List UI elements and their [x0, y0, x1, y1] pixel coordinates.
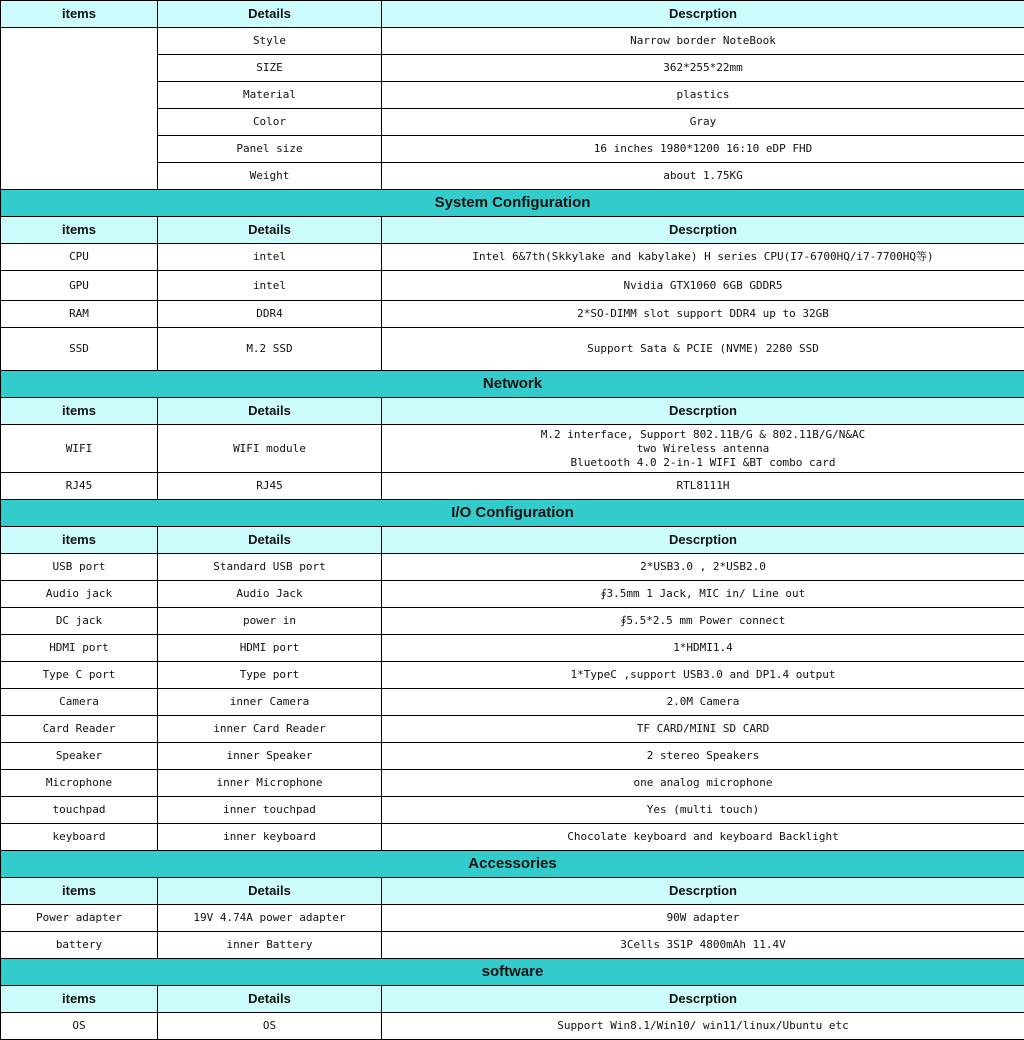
row-details: Panel size — [158, 136, 382, 163]
header-description: Descrption — [382, 986, 1024, 1013]
section-title: I/O Configuration — [1, 500, 1024, 527]
table-row — [1, 635, 1024, 662]
row-item: Speaker — [1, 743, 158, 770]
row-details: RJ45 — [158, 473, 382, 500]
table-row — [1, 716, 1024, 743]
row-item: OS — [1, 1013, 158, 1040]
table-row — [1, 244, 1024, 271]
section-network — [1, 371, 1024, 398]
row-details: inner keyboard — [158, 824, 382, 851]
section-title: Accessories — [1, 851, 1024, 878]
header-description: Descrption — [382, 878, 1024, 905]
row-details: intel — [158, 244, 382, 271]
row-description: 90W adapter — [382, 905, 1024, 932]
header-details: Details — [158, 878, 382, 905]
row-details: Color — [158, 109, 382, 136]
table-row — [1, 824, 1024, 851]
table-row — [1, 473, 1024, 500]
row-item: SSD — [1, 328, 158, 371]
row-description: 3Cells 3S1P 4800mAh 11.4V — [382, 932, 1024, 959]
header-description: Descrption — [382, 1, 1024, 28]
row-description: plastics — [382, 82, 1024, 109]
row-details: inner touchpad — [158, 797, 382, 824]
table-row — [1, 689, 1024, 716]
row-details: inner Microphone — [158, 770, 382, 797]
row-details: inner Speaker — [158, 743, 382, 770]
row-item: HDMI port — [1, 635, 158, 662]
row-description: 16 inches 1980*1200 16:10 eDP FHD — [382, 136, 1024, 163]
row-item: RAM — [1, 301, 158, 328]
row-item: Type C port — [1, 662, 158, 689]
row-item: battery — [1, 932, 158, 959]
row-description: 1*TypeC ,support USB3.0 and DP1.4 output — [382, 662, 1024, 689]
row-details: power in — [158, 608, 382, 635]
row-description: one analog microphone — [382, 770, 1024, 797]
header-details: Details — [158, 398, 382, 425]
row-description: Narrow border NoteBook — [382, 28, 1024, 55]
row-details: Style — [158, 28, 382, 55]
row-details: Weight — [158, 163, 382, 190]
description-line: Bluetooth 4.0 2-in-1 WIFI &BT combo card — [386, 456, 1020, 470]
row-item: Camera — [1, 689, 158, 716]
section-system — [1, 190, 1024, 217]
row-details: Type port — [158, 662, 382, 689]
table-header-row — [1, 1, 1024, 28]
row-details: intel — [158, 271, 382, 301]
table-row — [1, 770, 1024, 797]
row-details: inner Battery — [158, 932, 382, 959]
table-header-row — [1, 878, 1024, 905]
row-description: ∮3.5mm 1 Jack, MIC in/ Line out — [382, 581, 1024, 608]
row-item: Audio jack — [1, 581, 158, 608]
row-details: WIFI module — [158, 425, 382, 473]
description-line: M.2 interface, Support 802.11B/G & 802.11B/G/N&AC — [386, 428, 1020, 442]
row-details: Material — [158, 82, 382, 109]
row-description: Intel 6&7th(Skkylake and kabylake) H series CPU(I7-6700HQ/i7-7700HQ等) — [382, 244, 1024, 271]
table-row — [1, 932, 1024, 959]
row-description: 1*HDMI1.4 — [382, 635, 1024, 662]
header-details: Details — [158, 1, 382, 28]
row-details: SIZE — [158, 55, 382, 82]
row-details: 19V 4.74A power adapter — [158, 905, 382, 932]
row-item: Microphone — [1, 770, 158, 797]
header-description: Descrption — [382, 527, 1024, 554]
row-description: Gray — [382, 109, 1024, 136]
section-software — [1, 959, 1024, 986]
table-row — [1, 743, 1024, 770]
row-details: HDMI port — [158, 635, 382, 662]
header-items: items — [1, 1, 158, 28]
section-title: Network — [1, 371, 1024, 398]
table-row — [1, 797, 1024, 824]
row-item: RJ45 — [1, 473, 158, 500]
header-items: items — [1, 527, 158, 554]
header-items: items — [1, 986, 158, 1013]
row-description: ∮5.5*2.5 mm Power connect — [382, 608, 1024, 635]
row-description: RTL8111H — [382, 473, 1024, 500]
table-row — [1, 1013, 1024, 1040]
section-io — [1, 500, 1024, 527]
header-items: items — [1, 398, 158, 425]
row-item: WIFI — [1, 425, 158, 473]
row-details: Audio Jack — [158, 581, 382, 608]
table-row — [1, 328, 1024, 371]
row-description: Yes (multi touch) — [382, 797, 1024, 824]
header-details: Details — [158, 527, 382, 554]
general-items-cell — [1, 28, 158, 190]
row-description: Support Sata & PCIE (NVME) 2280 SSD — [382, 328, 1024, 371]
row-description: 2 stereo Speakers — [382, 743, 1024, 770]
table-row — [1, 662, 1024, 689]
row-description: about 1.75KG — [382, 163, 1024, 190]
row-item: Power adapter — [1, 905, 158, 932]
row-description: Nvidia GTX1060 6GB GDDR5 — [382, 271, 1024, 301]
table-header-row — [1, 217, 1024, 244]
table-row — [1, 425, 1024, 473]
row-details: inner Card Reader — [158, 716, 382, 743]
table-row — [1, 271, 1024, 301]
row-description — [382, 425, 1024, 473]
row-item: Card Reader — [1, 716, 158, 743]
header-description: Descrption — [382, 217, 1024, 244]
row-item: USB port — [1, 554, 158, 581]
header-items: items — [1, 878, 158, 905]
table-row — [1, 28, 1024, 55]
row-details: OS — [158, 1013, 382, 1040]
row-item: keyboard — [1, 824, 158, 851]
row-details: Standard USB port — [158, 554, 382, 581]
table-row — [1, 905, 1024, 932]
row-item: DC jack — [1, 608, 158, 635]
row-details: DDR4 — [158, 301, 382, 328]
table-header-row — [1, 986, 1024, 1013]
section-title: software — [1, 959, 1024, 986]
section-accessories — [1, 851, 1024, 878]
header-details: Details — [158, 986, 382, 1013]
row-description: 2.0M Camera — [382, 689, 1024, 716]
row-item: CPU — [1, 244, 158, 271]
table-header-row — [1, 398, 1024, 425]
table-row — [1, 301, 1024, 328]
row-item: touchpad — [1, 797, 158, 824]
row-description: TF CARD/MINI SD CARD — [382, 716, 1024, 743]
header-items: items — [1, 217, 158, 244]
row-description: Chocolate keyboard and keyboard Backlight — [382, 824, 1024, 851]
table-row — [1, 608, 1024, 635]
header-description: Descrption — [382, 398, 1024, 425]
row-description: 362*255*22mm — [382, 55, 1024, 82]
row-description: Support Win8.1/Win10/ win11/linux/Ubuntu etc — [382, 1013, 1024, 1040]
table-row — [1, 581, 1024, 608]
row-details: inner Camera — [158, 689, 382, 716]
row-details: M.2 SSD — [158, 328, 382, 371]
section-title: System Configuration — [1, 190, 1024, 217]
table-row — [1, 554, 1024, 581]
header-details: Details — [158, 217, 382, 244]
table-header-row — [1, 527, 1024, 554]
row-description: 2*USB3.0 , 2*USB2.0 — [382, 554, 1024, 581]
row-item: GPU — [1, 271, 158, 301]
row-description: 2*SO-DIMM slot support DDR4 up to 32GB — [382, 301, 1024, 328]
description-line: two Wireless antenna — [386, 442, 1020, 456]
